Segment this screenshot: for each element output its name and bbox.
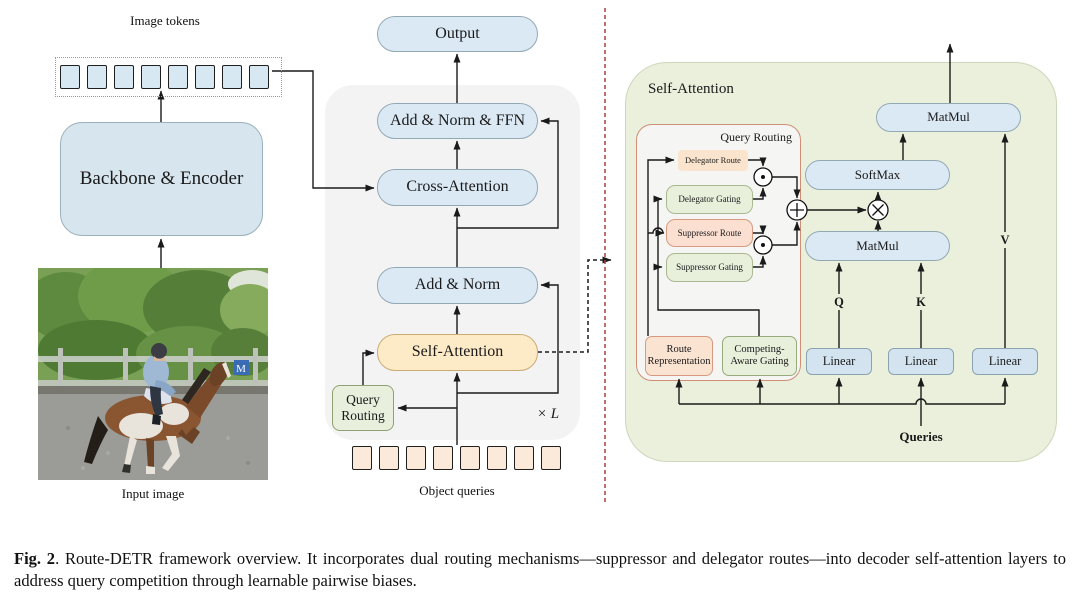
object-query-token	[379, 446, 399, 470]
k-label: K	[913, 294, 929, 310]
object-query-token	[514, 446, 534, 470]
query-routing-box: Query Routing	[332, 385, 394, 431]
input-image-label: Input image	[121, 486, 185, 501]
route-representation-box: Route Representation	[645, 336, 713, 376]
object-query-token	[406, 446, 426, 470]
v-label: V	[997, 232, 1013, 248]
image-token	[114, 65, 134, 89]
input-image-scene	[38, 268, 268, 480]
image-token	[141, 65, 161, 89]
linear-k-box: Linear	[888, 348, 954, 375]
object-query-token	[487, 446, 507, 470]
backbone-encoder-box: Backbone & Encoder	[60, 122, 263, 236]
input-image	[38, 268, 268, 480]
object-query-token	[541, 446, 561, 470]
q-label: Q	[831, 294, 847, 310]
figure-caption-text: . Route-DETR framework overview. It incorporates dual routing mechanisms—suppressor and delegator routes—into decoder self-attention layers to address query competition through learnable pairwise biases.	[14, 549, 1066, 591]
output-box: Output	[377, 16, 538, 52]
image-token-row	[55, 57, 282, 97]
image-token	[195, 65, 215, 89]
linear-v-box: Linear	[972, 348, 1038, 375]
competing-aware-gating-box: Competing-Aware Gating	[722, 336, 797, 376]
object-queries-label: Object queries	[419, 483, 495, 498]
image-token	[87, 65, 107, 89]
query-routing-panel-title: Query Routing	[720, 130, 792, 145]
suppressor-gating-box: Suppressor Gating	[666, 253, 753, 282]
add-norm-box: Add & Norm	[377, 267, 538, 304]
softmax-box: SoftMax	[805, 160, 950, 190]
suppressor-route-box: Suppressor Route	[666, 219, 753, 247]
layer-repeat-label: × L	[536, 406, 560, 423]
linear-q-box: Linear	[806, 348, 872, 375]
figure-caption-number: Fig. 2	[14, 549, 56, 568]
self-attention-panel-title: Self-Attention	[648, 81, 734, 98]
object-query-token	[433, 446, 453, 470]
object-query-row	[352, 445, 562, 471]
self-attention-box: Self-Attention	[377, 334, 538, 371]
add-norm-ffn-box: Add & Norm & FFN	[377, 103, 538, 139]
image-tokens-label: Image tokens	[130, 13, 200, 28]
matmul-top-box: MatMul	[876, 103, 1021, 132]
matmul-bottom-box: MatMul	[805, 231, 950, 261]
cross-attention-box: Cross-Attention	[377, 169, 538, 206]
queries-label: Queries	[899, 428, 943, 444]
image-token	[60, 65, 80, 89]
fence-sign-letter: M	[236, 363, 246, 375]
object-query-token	[352, 446, 372, 470]
figure-caption	[14, 548, 1066, 593]
object-query-token	[460, 446, 480, 470]
delegator-gating-box: Delegator Gating	[666, 185, 753, 214]
image-token	[249, 65, 269, 89]
delegator-route-box: Delegator Route	[678, 150, 748, 171]
image-token	[222, 65, 242, 89]
image-token	[168, 65, 188, 89]
